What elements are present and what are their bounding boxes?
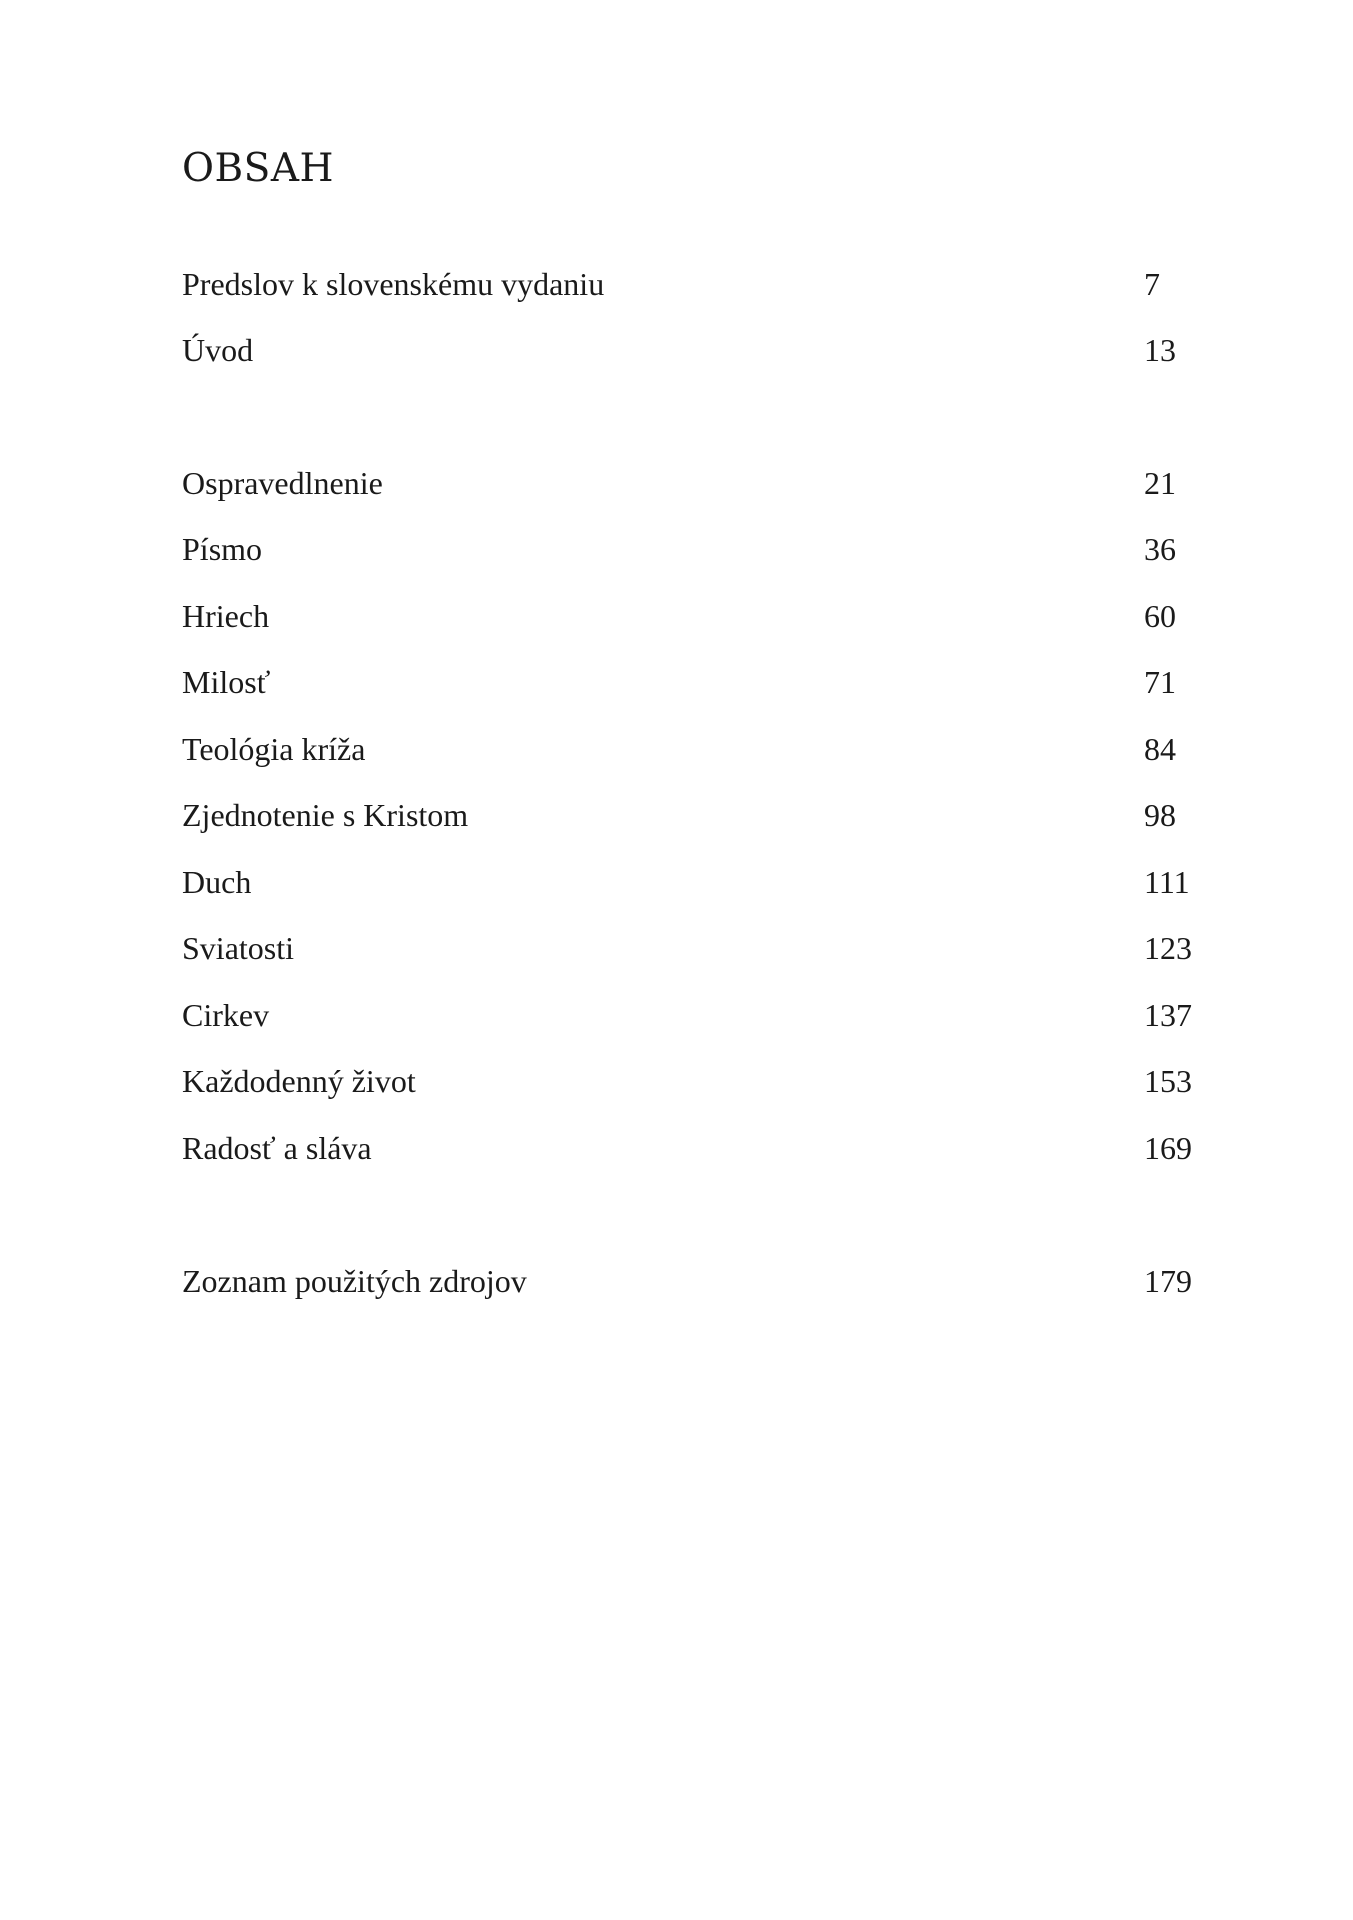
toc-entry-label: Milosť [182, 664, 271, 700]
toc-entry-label: Radosť a sláva [182, 1130, 372, 1166]
toc-entry-page: 7 [1144, 266, 1160, 302]
toc-entry-label: Úvod [182, 332, 254, 368]
toc-entry [182, 461, 1192, 505]
toc-entry-label: Zjednotenie s Kristom [182, 797, 469, 833]
toc-entry [182, 1059, 1192, 1103]
toc-entry [182, 727, 1192, 771]
toc-entry-page: 179 [1144, 1263, 1192, 1299]
toc-entry-page: 153 [1144, 1063, 1192, 1099]
toc-entry-page: 137 [1144, 997, 1192, 1033]
toc-entry-page: 36 [1144, 531, 1176, 567]
toc-entry [182, 262, 1192, 306]
toc-entry-label: Každodenný život [182, 1063, 416, 1099]
toc-entry [182, 328, 1192, 372]
toc-entry-label: Písmo [182, 531, 263, 567]
toc-entry [182, 860, 1192, 904]
toc-entry [182, 1126, 1192, 1170]
toc-entry [182, 926, 1192, 970]
toc-entry-page: 13 [1144, 332, 1176, 368]
toc-entry-label: Hriech [182, 598, 270, 634]
toc-entry-label: Sviatosti [182, 930, 295, 966]
toc-entry-page: 60 [1144, 598, 1176, 634]
toc-entry [182, 993, 1192, 1037]
toc-entry-label: Cirkev [182, 997, 270, 1033]
toc-entry-page: 169 [1144, 1130, 1192, 1166]
toc-entry-page: 98 [1144, 797, 1176, 833]
toc-entry [182, 1259, 1192, 1303]
toc-entry-page: 71 [1144, 664, 1176, 700]
toc-entry [182, 527, 1192, 571]
toc-entry-page: 84 [1144, 731, 1176, 767]
toc-entry-label: Predslov k slovenskému vydaniu [182, 266, 605, 302]
toc-entry-page: 21 [1144, 465, 1176, 501]
toc-entry-label: Teológia kríža [182, 731, 366, 767]
toc-entry-page: 111 [1144, 864, 1190, 900]
toc-entry-label: Ospravedlnenie [182, 465, 383, 501]
toc-entry-label: Zoznam použitých zdrojov [182, 1263, 527, 1299]
toc-entry [182, 793, 1192, 837]
toc-title: OBSAH [182, 146, 335, 191]
toc-entry [182, 660, 1192, 704]
toc-entry-label: Duch [182, 864, 252, 900]
toc-entry [182, 594, 1192, 638]
toc-entry-page: 123 [1144, 930, 1192, 966]
